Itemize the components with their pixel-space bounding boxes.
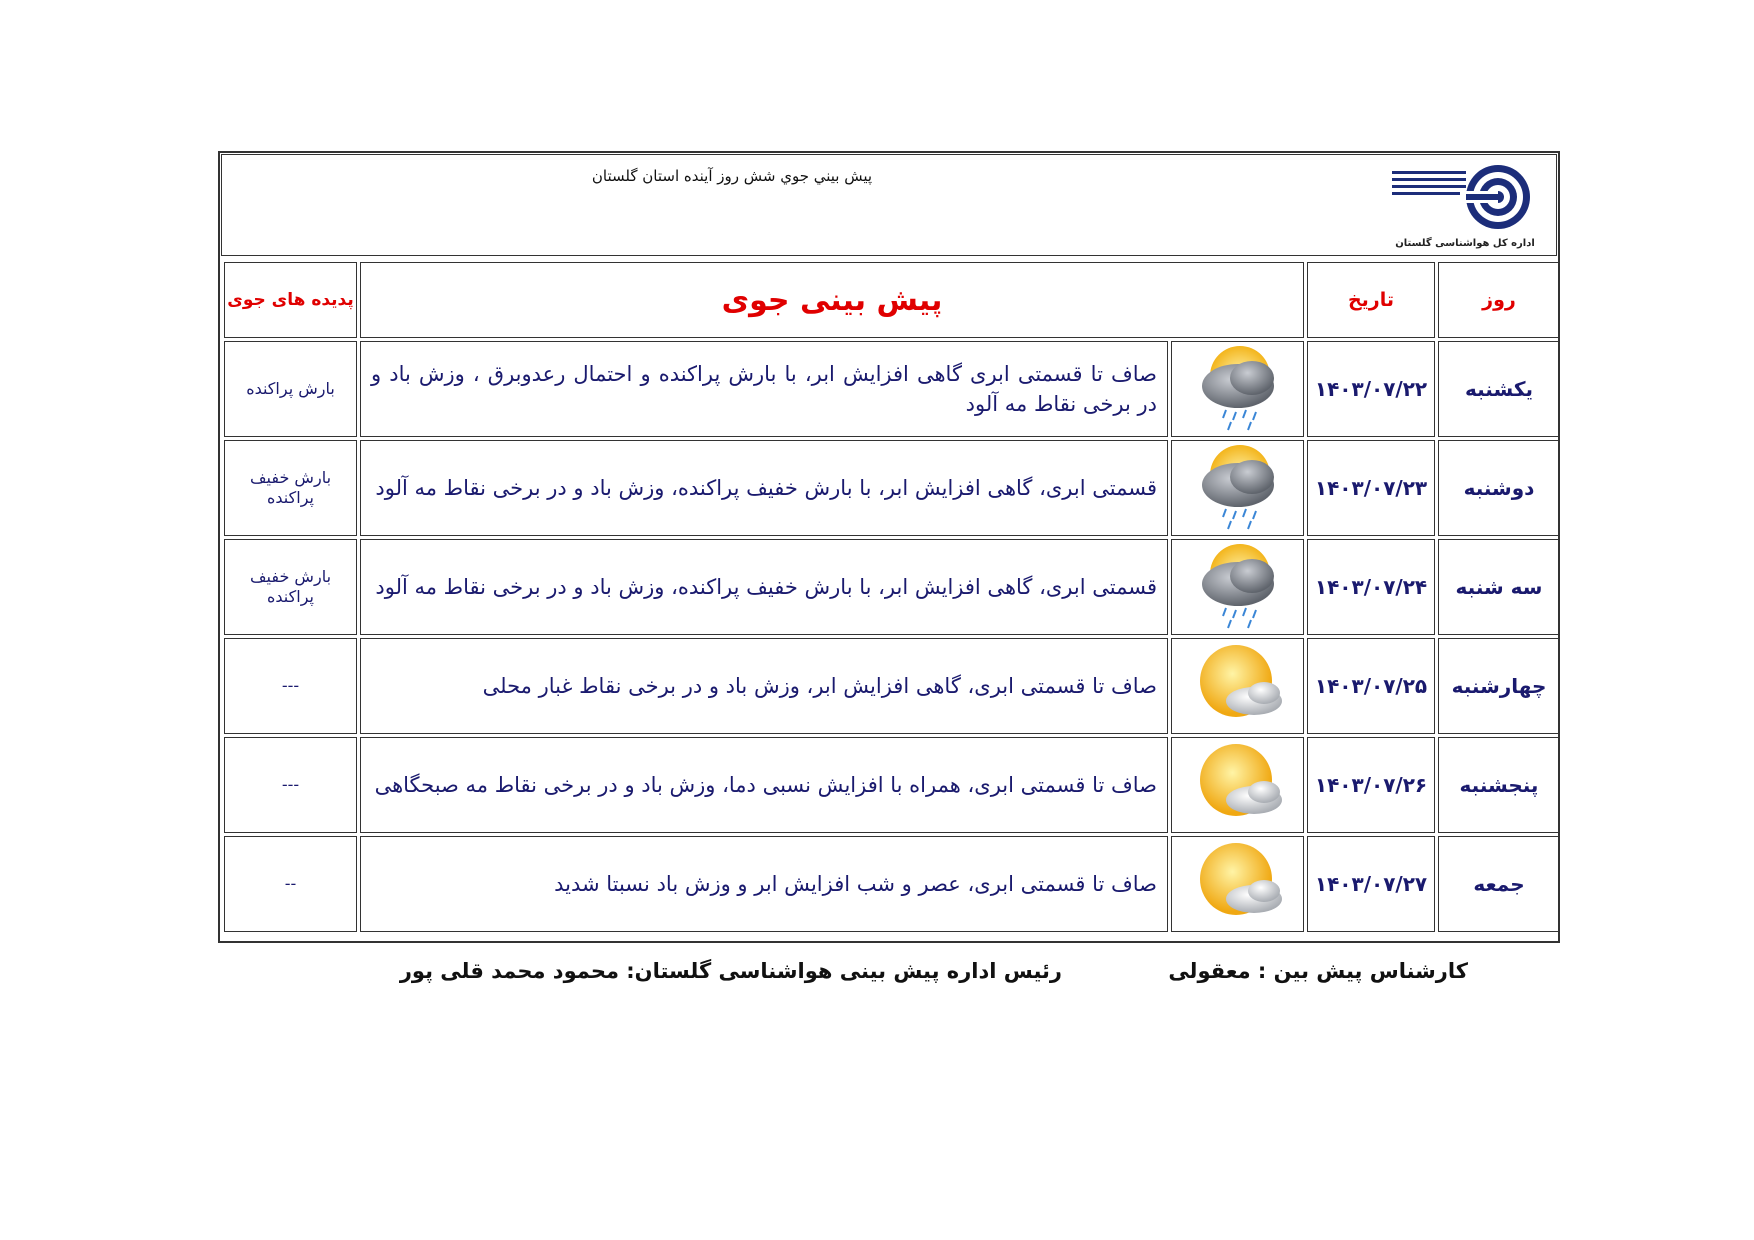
phenomena-cell: --- (224, 737, 357, 833)
icon-cell (1171, 539, 1304, 635)
date-cell: ۱۴۰۳/۰۷/۲۲ (1307, 341, 1435, 437)
date-cell: ۱۴۰۳/۰۷/۲۷ (1307, 836, 1435, 932)
table-row (224, 638, 1560, 734)
footer-expert: کارشناس پیش بین : معقولی (1168, 959, 1468, 983)
document-title: پیش بيني جوي شش روز آینده استان گلستان (591, 167, 873, 185)
meteorological-logo-icon (1390, 161, 1540, 237)
icon-cell (1171, 638, 1304, 734)
table-row (224, 341, 1560, 437)
phenomena-cell: بارش خفیف پراکنده (224, 440, 357, 536)
header-phenomena: پدیده های جوی (224, 262, 357, 338)
phenomena-cell: بارش خفیف پراکنده (224, 539, 357, 635)
header-box (221, 154, 1557, 256)
cloud-rain-icon (1190, 540, 1286, 630)
phenomena-cell: -- (224, 836, 357, 932)
icon-cell (1171, 737, 1304, 833)
description-cell: صاف تا قسمتی ابری، گاهی افزایش ابر، وزش باد و در برخی نقاط غبار محلی (360, 638, 1168, 734)
forecast-sheet (218, 151, 1564, 947)
date-cell: ۱۴۰۳/۰۷/۲۴ (1307, 539, 1435, 635)
partly-cloudy-icon (1190, 639, 1286, 729)
description-cell: صاف تا قسمتی ابری گاهی افزایش ابر، با بارش پراکنده و احتمال رعدوبرق ، وزش باد و در برخی نقاط مه آلود (360, 341, 1168, 437)
table-row (224, 440, 1560, 536)
description-cell: قسمتی ابری، گاهی افزایش ابر، با بارش خفیف پراکنده، وزش باد و در برخی نقاط مه آلود (360, 440, 1168, 536)
table-header-row (224, 262, 1560, 338)
icon-cell (1171, 836, 1304, 932)
cloud-rain-icon (1190, 342, 1286, 432)
header-day: روز (1438, 262, 1560, 338)
table-row (224, 737, 1560, 833)
date-cell: ۱۴۰۳/۰۷/۲۵ (1307, 638, 1435, 734)
day-cell: جمعه (1438, 836, 1560, 932)
description-cell: صاف تا قسمتی ابری، همراه با افزایش نسبی دما، وزش باد و در برخی نقاط مه صبحگاهی (360, 737, 1168, 833)
day-cell: چهارشنبه (1438, 638, 1560, 734)
logo-caption: اداره کل هواشناسی گلستان (1395, 238, 1535, 249)
table-row (224, 836, 1560, 932)
day-cell: دوشنبه (1438, 440, 1560, 536)
day-cell: پنجشنبه (1438, 737, 1560, 833)
phenomena-cell: بارش پراکنده (224, 341, 357, 437)
description-cell: صاف تا قسمتی ابری، عصر و شب افزایش ابر و وزش باد نسبتا شدید (360, 836, 1168, 932)
partly-cloudy-icon (1190, 738, 1286, 828)
icon-cell (1171, 341, 1304, 437)
date-cell: ۱۴۰۳/۰۷/۲۳ (1307, 440, 1435, 536)
cloud-rain-icon (1190, 441, 1286, 531)
phenomena-cell: --- (224, 638, 357, 734)
forecast-table (221, 259, 1563, 935)
day-cell: یکشنبه (1438, 341, 1560, 437)
partly-cloudy-icon (1190, 837, 1286, 927)
description-cell: قسمتی ابری، گاهی افزایش ابر، با بارش خفیف پراکنده، وزش باد و در برخی نقاط مه آلود (360, 539, 1168, 635)
day-cell: سه شنبه (1438, 539, 1560, 635)
footer-director: رئیس اداره پیش بینی هواشناسی گلستان: محمود محمد قلی پور (399, 959, 1062, 983)
organization-logo (1390, 161, 1540, 251)
table-row (224, 539, 1560, 635)
header-forecast: پیش بینی جوی (360, 262, 1304, 338)
icon-cell (1171, 440, 1304, 536)
date-cell: ۱۴۰۳/۰۷/۲۶ (1307, 737, 1435, 833)
header-date: تاریخ (1307, 262, 1435, 338)
